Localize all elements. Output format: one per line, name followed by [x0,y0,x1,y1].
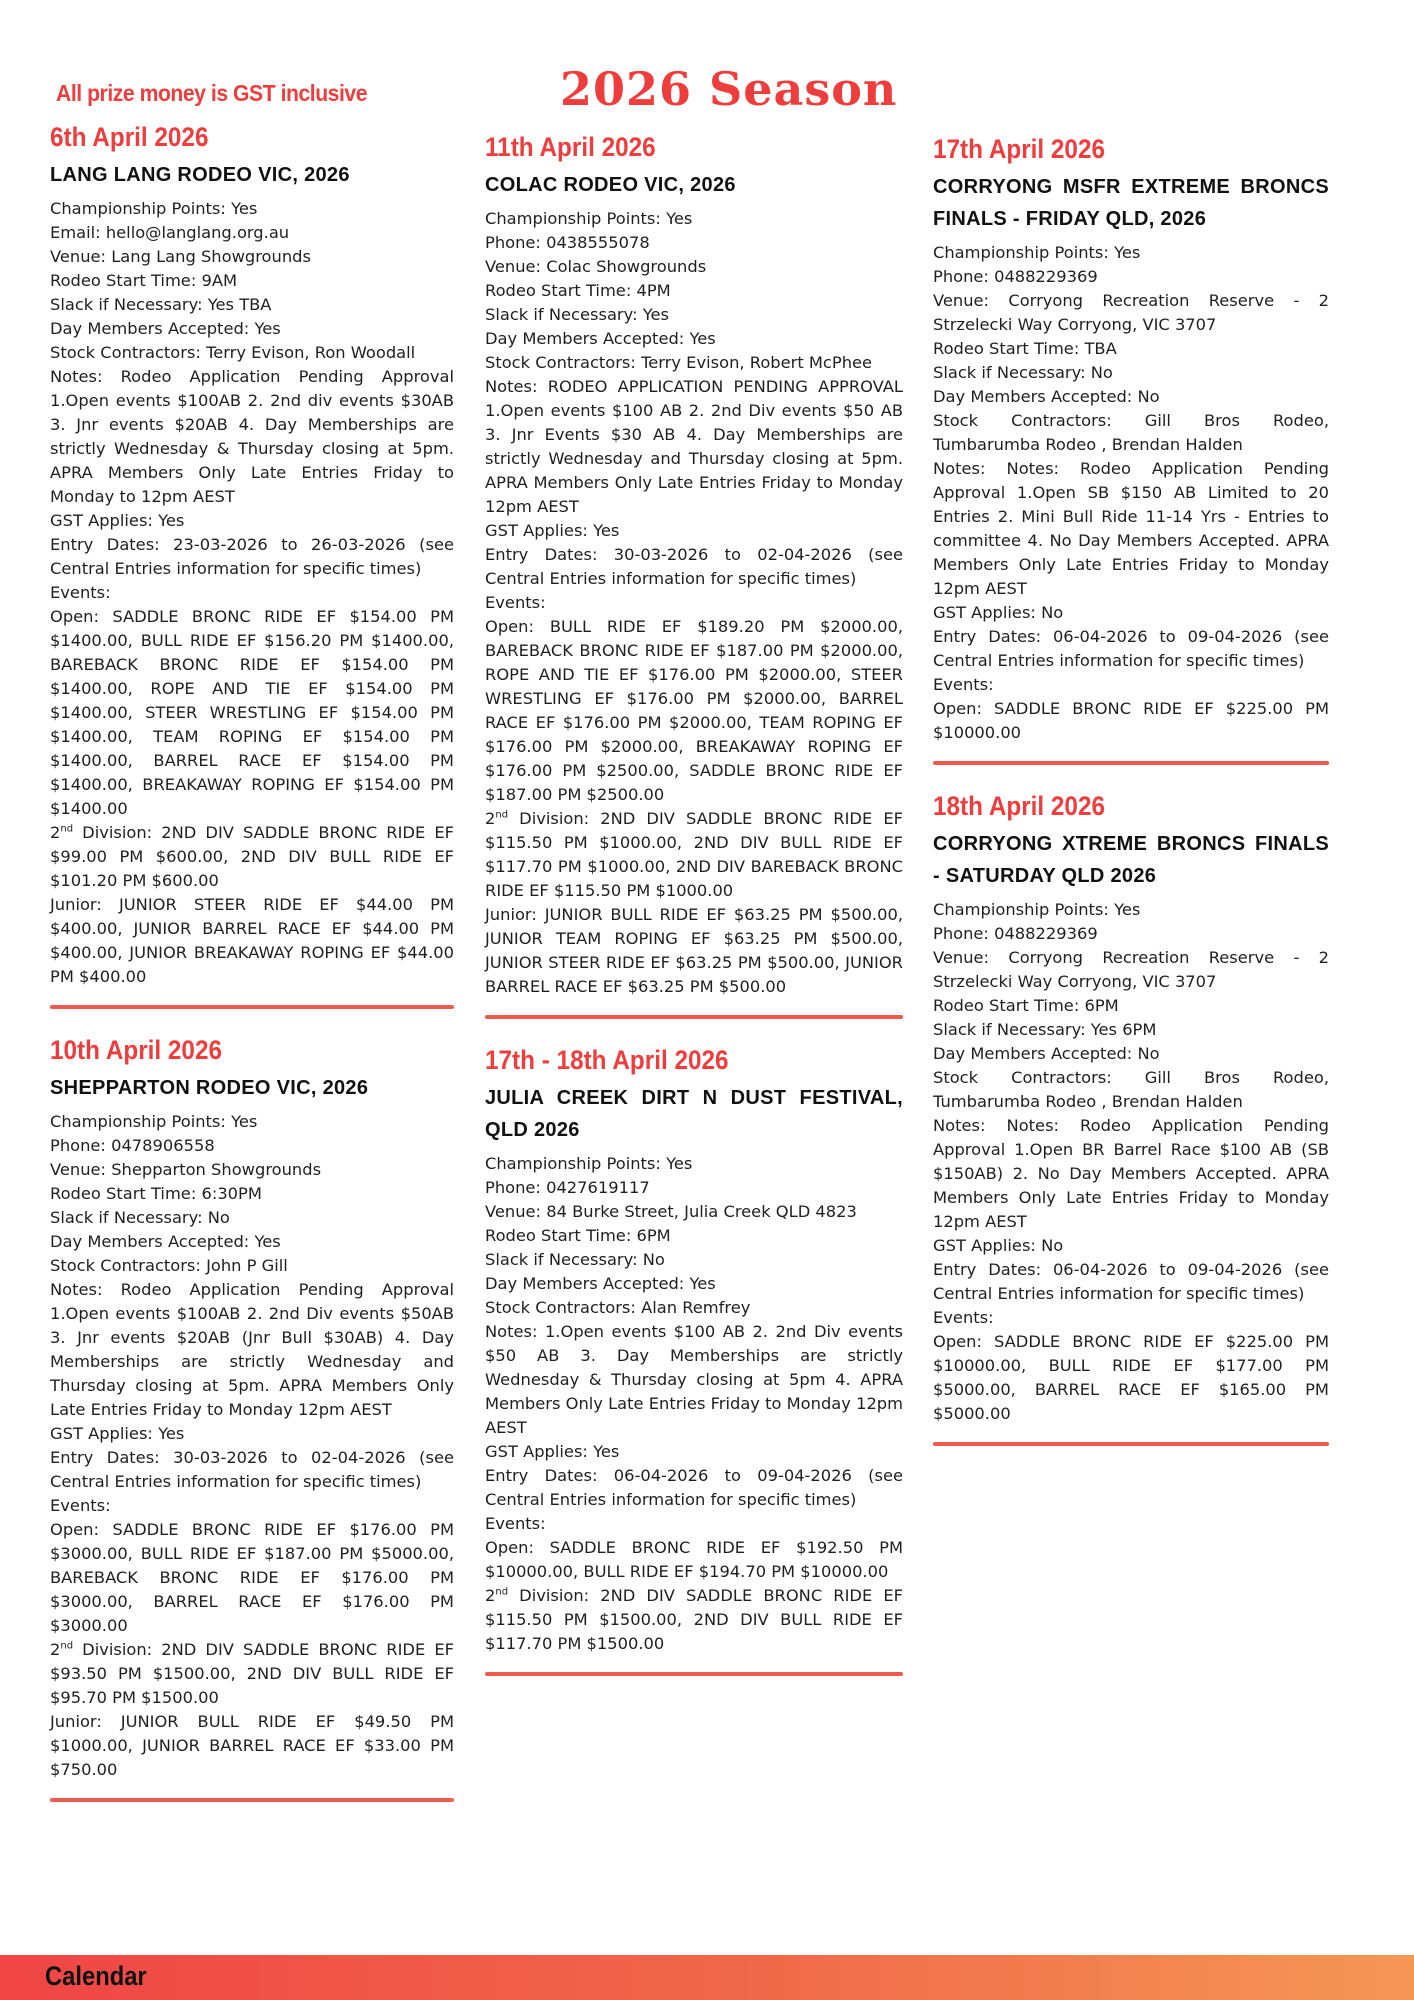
event-detail-line: Notes: Rodeo Application Pending Approval 1.Open events $100AB 2. 2nd Div events $50AB 3. Jnr events $20AB (Jnr Bull $30AB) 4. Day Memberships are strictly Wednesday and Thursday closing at 5pm. APRA Members Only Late Entries Friday to Monday 12pm AEST [50,1280,454,1419]
event-detail-line: Entry Dates: 30-03-2026 to 02-04-2026 (see Central Entries information for specific times) [485,545,903,588]
event-detail-line: Day Members Accepted: Yes [50,1232,281,1251]
event-title: LANG LANG RODEO VIC, 2026 [50,164,350,186]
season-title: 2026 Season [560,62,898,116]
event-detail-line: Venue: Corryong Recreation Reserve - 2 Strzelecki Way Corryong, VIC 3707 [933,291,1329,334]
event-detail-line: Junior: JUNIOR BULL RIDE EF $49.50 PM $1000.00, JUNIOR BARREL RACE EF $33.00 PM $750.00 [50,1712,454,1779]
event-title: SHEPPARTON RODEO VIC, 2026 [50,1077,369,1099]
event-details [485,207,903,999]
event-detail-line: Entry Dates: 23-03-2026 to 26-03-2026 (see Central Entries information for specific times) [50,535,454,578]
event-title: COLAC RODEO VIC, 2026 [485,174,736,196]
section-divider [50,1798,454,1802]
event-detail-line: Open: BULL RIDE EF $189.20 PM $2000.00, BAREBACK BRONC RIDE EF $187.00 PM $2000.00, ROPE AND TIE EF $176.00 PM $2000.00, STEER WRESTLING EF $176.00 PM $2000.00, BARREL RACE EF $176.00 PM $2000.00, TEAM ROPING EF $176.00 PM $2000.00, BREAKAWAY ROPING EF $176.00 PM $2500.00, SADDLE BRONC RIDE EF $187.00 PM $2500.00 [485,617,903,804]
event-detail-line: GST Applies: Yes [485,1442,620,1461]
event-detail-line: Venue: Corryong Recreation Reserve - 2 Strzelecki Way Corryong, VIC 3707 [933,948,1329,991]
column-1 [50,122,454,1828]
event-detail-line: GST Applies: No [933,603,1064,622]
event-detail-line: Phone: 0427619117 [485,1178,650,1197]
event-block [485,1045,903,1676]
event-detail-line: Venue: Lang Lang Showgrounds [50,247,311,266]
event-detail-line: Open: SADDLE BRONC RIDE EF $225.00 PM $10000.00 [933,699,1329,742]
event-detail-line: Notes: Notes: Rodeo Application Pending Approval 1.Open SB $150 AB Limited to 20 Entries 2. Mini Bull Ride 11-14 Yrs - Entries to committee 4. No Day Members Accepted. APRA Members Only Late Entries Friday to Monday 12pm AEST [933,459,1329,598]
event-detail-line: Rodeo Start Time: 6PM [933,996,1119,1015]
event-detail-line: Events: [485,1514,546,1533]
event-detail-line: Slack if Necessary: Yes TBA [50,295,272,314]
event-details [50,197,454,989]
event-detail-line: Notes: Rodeo Application Pending Approval 1.Open events $100AB 2. 2nd div events $30AB 3. Jnr events $20AB 4. Day Memberships are strictly Wednesday & Thursday closing at 5pm. APRA Members Only Late Entries Friday to Monday to 12pm AEST [50,367,454,506]
event-detail-line: Entry Dates: 30-03-2026 to 02-04-2026 (see Central Entries information for specific times) [50,1448,454,1491]
event-date: 17th April 2026 [933,134,1105,164]
event-detail-line: Championship Points: Yes [50,1112,258,1131]
footer-bar [0,1955,1414,2000]
event-detail-line: Slack if Necessary: No [485,1250,665,1269]
column-2 [485,132,903,1702]
event-detail-line: GST Applies: Yes [50,511,185,530]
event-detail-line: Stock Contractors: John P Gill [50,1256,288,1275]
event-detail-line: Slack if Necessary: No [50,1208,230,1227]
event-details [50,1110,454,1782]
event-detail-line: Stock Contractors: Gill Bros Rodeo, Tumbarumba Rodeo , Brendan Halden [933,411,1329,454]
event-detail-line: Entry Dates: 06-04-2026 to 09-04-2026 (see Central Entries information for specific times) [933,1260,1329,1303]
section-divider [485,1672,903,1676]
event-detail-line: Day Members Accepted: Yes [485,329,716,348]
event-details [933,898,1329,1426]
event-detail-line: Stock Contractors: Terry Evison, Robert McPhee [485,353,873,372]
event-detail-line: Events: [933,1308,994,1327]
event-detail-line: Open: SADDLE BRONC RIDE EF $154.00 PM $1400.00, BULL RIDE EF $156.20 PM $1400.00, BAREBACK BRONC RIDE EF $154.00 PM $1400.00, ROPE AND TIE EF $154.00 PM $1400.00, STEER WRESTLING EF $154.00 PM $1400.00, TEAM ROPING EF $154.00 PM $1400.00, BARREL RACE EF $154.00 PM $1400.00, BREAKAWAY ROPING EF $154.00 PM $1400.00 [50,607,454,818]
event-detail-line: Championship Points: Yes [485,209,693,228]
event-detail-line: Open: SADDLE BRONC RIDE EF $225.00 PM $10000.00, BULL RIDE EF $177.00 PM $5000.00, BARREL RACE EF $165.00 PM $5000.00 [933,1332,1329,1423]
event-detail-line: Stock Contractors: Alan Remfrey [485,1298,751,1317]
event-date: 18th April 2026 [933,791,1105,821]
column-3 [933,134,1329,1472]
section-divider [933,761,1329,765]
event-detail-line: Stock Contractors: Terry Evison, Ron Woodall [50,343,416,362]
event-detail-line: Rodeo Start Time: 9AM [50,271,238,290]
event-detail-line: Venue: Shepparton Showgrounds [50,1160,322,1179]
event-date: 6th April 2026 [50,122,209,152]
event-detail-line: 2nd Division: 2ND DIV SADDLE BRONC RIDE EF $115.50 PM $1000.00, 2ND DIV BULL RIDE EF $117.70 PM $1000.00, 2ND DIV BAREBACK BRONC RIDE EF $115.50 PM $1000.00 [485,809,903,900]
event-detail-line: Championship Points: Yes [933,900,1141,919]
event-detail-line: Open: SADDLE BRONC RIDE EF $176.00 PM $3000.00, BULL RIDE EF $187.00 PM $5000.00, BAREBACK BRONC RIDE EF $176.00 PM $3000.00, BARREL RACE EF $176.00 PM $3000.00 [50,1520,454,1635]
event-detail-line: Phone: 0488229369 [933,924,1098,943]
event-detail-line: Venue: Colac Showgrounds [485,257,707,276]
event-details [933,241,1329,745]
event-detail-line: Rodeo Start Time: 6PM [485,1226,671,1245]
event-detail-line: Junior: JUNIOR STEER RIDE EF $44.00 PM $400.00, JUNIOR BARREL RACE EF $44.00 PM $400.00, JUNIOR BREAKAWAY ROPING EF $44.00 PM $400.00 [50,895,454,986]
event-detail-line: Notes: RODEO APPLICATION PENDING APPROVAL 1.Open events $100 AB 2. 2nd Div events $50 AB 3. Jnr Events $30 AB 4. Day Memberships are strictly Wednesday and Thursday closing at 5pm. APRA Members Only Late Entries Friday to Monday 12pm AEST [485,377,903,516]
event-detail-line: Venue: 84 Burke Street, Julia Creek QLD 4823 [485,1202,857,1221]
event-title: CORRYONG MSFR EXTREME BRONCS FINALS - FRIDAY QLD, 2026 [933,176,1329,230]
event-detail-line: 2nd Division: 2ND DIV SADDLE BRONC RIDE EF $115.50 PM $1500.00, 2ND DIV BULL RIDE EF $117.70 PM $1500.00 [485,1586,903,1653]
section-divider [485,1015,903,1019]
event-detail-line: Open: SADDLE BRONC RIDE EF $192.50 PM $10000.00, BULL RIDE EF $194.70 PM $10000.00 [485,1538,903,1581]
event-detail-line: Slack if Necessary: Yes [485,305,670,324]
event-detail-line: Rodeo Start Time: 6:30PM [50,1184,262,1203]
event-detail-line: Championship Points: Yes [50,199,258,218]
event-detail-line: Rodeo Start Time: 4PM [485,281,671,300]
event-detail-line: 2nd Division: 2ND DIV SADDLE BRONC RIDE EF $93.50 PM $1500.00, 2ND DIV BULL RIDE EF $95.70 PM $1500.00 [50,1640,454,1707]
event-detail-line: Email: hello@langlang.org.au [50,223,290,242]
event-date: 11th April 2026 [485,132,656,162]
event-detail-line: Notes: 1.Open events $100 AB 2. 2nd Div events $50 AB 3. Day Memberships are strictly Wednesday & Thursday closing at 5pm 4. APRA Members Only Late Entries Friday to Monday 12pm AEST [485,1322,904,1437]
gst-note: All prize money is GST inclusive [56,80,368,106]
event-detail-line: Junior: JUNIOR BULL RIDE EF $63.25 PM $500.00, JUNIOR TEAM ROPING EF $63.25 PM $500.00, JUNIOR STEER RIDE EF $63.25 PM $500.00, JUNIOR BARREL RACE EF $63.25 PM $500.00 [485,905,903,996]
event-title: CORRYONG XTREME BRONCS FINALS - SATURDAY QLD 2026 [933,833,1329,887]
event-detail-line: Day Members Accepted: Yes [485,1274,716,1293]
event-details [485,1152,903,1656]
event-block [50,1035,454,1802]
event-detail-line: Events: [485,593,546,612]
event-block [50,122,454,1009]
event-detail-line: Entry Dates: 06-04-2026 to 09-04-2026 (see Central Entries information for specific times) [485,1466,903,1509]
event-detail-line: 2nd Division: 2ND DIV SADDLE BRONC RIDE EF $99.00 PM $600.00, 2ND DIV BULL RIDE EF $101.20 PM $600.00 [50,823,454,890]
event-detail-line: Slack if Necessary: No [933,363,1113,382]
event-detail-line: GST Applies: No [933,1236,1064,1255]
event-detail-line: Phone: 0438555078 [485,233,650,252]
event-detail-line: Day Members Accepted: No [933,387,1160,406]
event-block [485,132,903,1019]
section-divider [933,1442,1329,1446]
event-date: 10th April 2026 [50,1035,222,1065]
event-detail-line: Events: [50,1496,111,1515]
event-date: 17th - 18th April 2026 [485,1045,729,1075]
event-detail-line: Phone: 0478906558 [50,1136,215,1155]
event-title: JULIA CREEK DIRT N DUST FESTIVAL, QLD 2026 [485,1087,903,1141]
footer-label: Calendar [45,1961,147,1991]
event-detail-line: Championship Points: Yes [485,1154,693,1173]
event-detail-line: Events: [50,583,111,602]
event-detail-line: GST Applies: Yes [485,521,620,540]
event-block [933,791,1329,1446]
event-detail-line: Rodeo Start Time: TBA [933,339,1117,358]
event-detail-line: Notes: Notes: Rodeo Application Pending Approval 1.Open BR Barrel Race $100 AB (SB $150AB) 2. No Day Members Accepted. APRA Members Only Late Entries Friday to Monday 12pm AEST [933,1116,1329,1231]
section-divider [50,1005,454,1009]
event-detail-line: Entry Dates: 06-04-2026 to 09-04-2026 (see Central Entries information for specific times) [933,627,1329,670]
event-detail-line: Day Members Accepted: No [933,1044,1160,1063]
event-detail-line: Phone: 0488229369 [933,267,1098,286]
event-block [933,134,1329,765]
event-detail-line: Slack if Necessary: Yes 6PM [933,1020,1157,1039]
event-detail-line: GST Applies: Yes [50,1424,185,1443]
event-detail-line: Championship Points: Yes [933,243,1141,262]
event-detail-line: Day Members Accepted: Yes [50,319,281,338]
event-detail-line: Stock Contractors: Gill Bros Rodeo, Tumbarumba Rodeo , Brendan Halden [933,1068,1329,1111]
event-detail-line: Events: [933,675,994,694]
